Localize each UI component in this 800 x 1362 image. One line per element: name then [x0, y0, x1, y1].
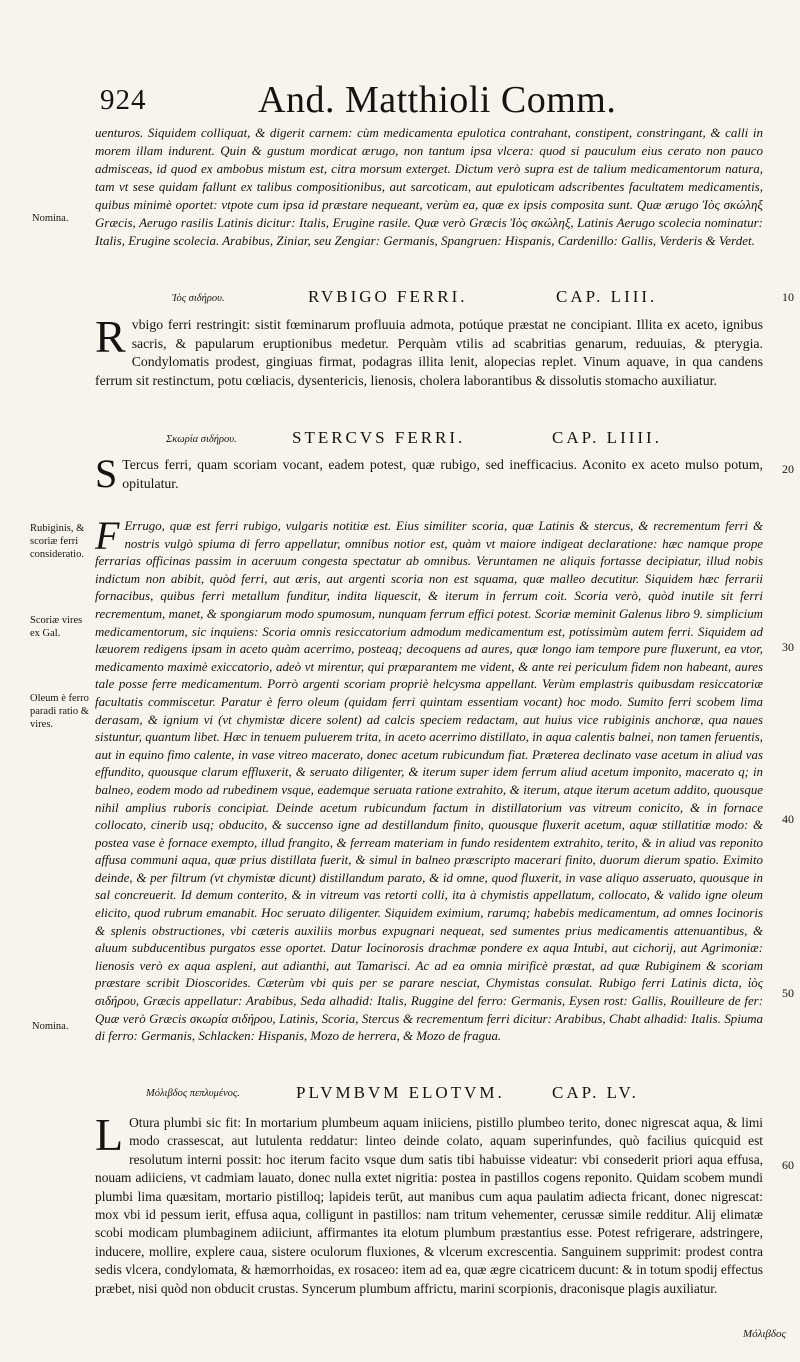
line-number: 50: [782, 986, 794, 1000]
catchword: Μόλιβδος: [742, 1328, 786, 1340]
drop-capital: F: [95, 518, 120, 558]
running-head: And. Matthioli Comm.: [258, 79, 617, 121]
margin-note-nomina: Nomina.: [32, 213, 69, 224]
section-body: [95, 316, 763, 412]
section-greek-heading: Ἰὸς σιδήρου.: [172, 293, 225, 304]
margin-note-oleum: Oleum è ferro paradi ratio & vires.: [30, 693, 89, 730]
margin-note-rubiginis: Rubiginis, & scoriæ ferri consideratio.: [30, 523, 85, 560]
drop-capital: S: [95, 456, 118, 496]
section-paragraph: Otura plumbi sic fit: In mortarium plumbeum aquam iniiciens, pistillo plumbeo terito, donec nigrescat aqua, & limi modo crassescat, aut lutulenta reddatur: linteo deinde colato, aquam superinfundes, quò facilius quicquid est resolutum interni possit: hoc iterum facito vsque dum satis tibi habuisse videatur: vbi consederit priori aqua effusa, nouam adiiciens, vt cadmiam lauato, donec nulla extet nigritia: postea in pastillos cogens reponito. Quidam scobem mundi plumbi lima quæsitam, mortario pistilloq; lapideis terūt, aut manibus cum aqua paulatim adiecta fricant, donec nigrescat: mox vbi id pessum ierit, effusa aqua, colligunt in pastillos: nam tritum vehementer, cerussæ simile redditur. Alij elimatæ scobi modicam plumbaginem adiiciunt, affirmantes ita elotum plumbum præstantius esse. Potest refrigerare, adstringere, inducere, mollire, explere caua, sistere oculorum fluxiones, & vlcerum excrescentia. Sanguinem supprimit: prodest contra sedis vlcera, condylomata, & hæmorrhoidas, ex rosaceo: item ad ea, quæ ægre cicatricem ducunt: & in totum spodij effectus præbet, nisi quòd non obducit crustas. Syncerum plumbum affrictu, marini scorpionis, draconisque plagis auxiliatur.: [95, 1115, 763, 1296]
drop-capital: L: [95, 1114, 124, 1160]
margin-note-scoriae: Scoriæ vires ex Gal.: [30, 615, 83, 639]
line-number: 60: [782, 1158, 794, 1172]
section-chapter: CAP. LIIII.: [552, 428, 662, 447]
section-body: [95, 1114, 763, 1338]
section-paragraph: Tercus ferri, quam scoriam vocant, eadem potest, quæ rubigo, sed inefficacius. Aconito ex aceto mulso potum, opitulatur.: [122, 457, 763, 491]
line-number: 40: [782, 812, 794, 826]
drop-capital: R: [95, 316, 126, 362]
line-number: 20: [782, 462, 794, 476]
top-text-block: [95, 124, 763, 266]
commentary-block: [95, 518, 763, 1090]
section-greek-heading: Σκωρία σιδήρου.: [166, 434, 237, 445]
line-number: 30: [782, 640, 794, 654]
top-paragraph: uenturos. Siquidem colliquat, & digerit carnem: cùm medicamenta epulotica contrahant, constipent, constringant, & calli in morem illam indurent. Quin & gustum mordicat ærugo, non tantum ipsa vlcera: quod si pauculum eius cerato non pauco admisceas, id quod ex ambobus mistum est, citra morsum exterget. Dictum verò supra est de talium medicamentorum natura, tam vt sese quidam fallunt ex talibus compositionibus, aut sarcoticam, aut epuloticam adscribentes facultatem medicamentis, quibus minimè oportet: vtpote cum ipsa id præstare nequeant, verùm ea, quæ ex ipsis composita sunt. Quæ ærugo Ἰὸς σκώληξ Græcis, Aerugo rasilis Latinis dicitur: Italis, Erugine rasile. Quæ verò Græcis Ἰὸς σκώληξ, Latinis Aerugo scolecia nominatur: Italis, Erugine scolecia. Arabibus, Ziniar, seu Zengiar: Germanis, Spangruen: Hispanis, Cardenillo: Gallis, Verderis & Verdet.: [95, 125, 763, 249]
page-number: 924: [100, 84, 147, 116]
section-body: [95, 456, 763, 504]
commentary-paragraph: Errugo, quæ est ferri rubigo, vulgaris notitiæ est. Eius similiter scoria, quæ Latinis & stercus, & recrementum ferri & nostris vulgò spiuma di ferro appellatur, omnibus notior est, quàm vt maiore indigeat declaratione: hæc namque prope ferrarias officinas passim in aceruum congesta spectatur ab omnibus. Veruntamen ne aliquis fortasse decipiatur, illud nobis indictum non abibit, quòd ferri, aut æris, aut argenti scoria non est squama, quæ malleo decutitur. Siquidem hæc ferrarii fornacibus, quibus ferri metallum funditur, indita liquescit, & iterum in ferrum coit. Scoria verò, quòd inutile sit ferri recrementum, manet, & spongiarum modo spumosum, nunquam ferrum effici potest. Scoriæ meminit Galenus libro 9. simplicium medicamentorum, sic inquiens: Scoria omnis resiccatorium admodum medicamentum est, potissimùm autem ferri. Siquidem ad læuorem redigens ipsam in aceto quàm acerrimo, posteaq; decoquens ad aures, quæ longo iam tempore pure fluxerunt, ea vtor, medicamento maximè exiccatorio, adeò vt mirentur, qui præparantem me vident, & ante rei periculum fidem non habeant, aures tale posse ferre medicamentum. Porrò argenti scoriam propriè helcysma appellant. Verùm emplastris quibusdam resiccatoriæ facultatis commiscetur. Paratur è ferro oleum (quidam ferri quintam essentiam vocant) hoc modo. Sumito ferri scobem lima derasam, & ignium vi (vt chymistæ dicere solent) ad calcis speciem redactam, aut huius vice rubiginis anchoræ, qua naues sistuntur, quantum libet. Hæc in tenuem puluerem trita, in aceto acerrimo distillato, in aqua calentis balnei, non tamen feruentis, aut in equino fimo calente, in vase vitreo macerato, donec acetum rubicundum fiat. Præterea declinato vase acetum in aliud vas effundito, quousque clarum effluxerit, & seruato diligenter, & iterum super idem ferrum aliud acetum imponito, macerato q; in balneo, eodem modo ad rubedinem vsque, eademque seruata ratione extrahito, & iterum, atque iterum acetum addito, quousque nihil amplius ruboris concipiat. Deinde acetum rubicundum factum in distillatorium vas vitreum conicito, & in fornace collocato, cinerib usq; obducito, & succenso igne ad destillandum finito, quousque fluxerit acetum, aquæ stillatitiæ modo: & postea vase è fornace exempto, illud frangito, & ferream materiam in fundo residentem extrahito, terito, & in aliud vas reponito affusa communi aqua, quæ prius distillata fuerit, & simul in balneo præscripto macerari finito, duorum dierum spatio. Eximito deinde, & per filtrum (vt chymistæ dicunt) distillandum parato, & id omne, quod fluxerit, in vase aliquo asseruato, quousque in sal concreuerit. Id demum conterito, & in vitreum vas retorti colli, ita à chymistis appellatum, collocato, & valido igne oleum elicito, quod rubrum emanabit. Hoc seruato diligenter. Siquidem eximium, rarumq; habebis medicamentum, ad omnes Iocinoris & splenis obstructiones, vbi cæteris auxiliis morbus expugnari nequeat, sed sumentes prius medicamentis attenuantibus, & aluum subducentibus purgatos esse oportet. Datur Iocinorosis drachmæ pondere ex aqua Intubi, aut cichorij, aut Agrimoniæ: lienosis verò ex aqua aspleni, aut adianthi, aut Tamarisci. Ac ad ea omnia mirificè præstat, ad quæ Rubiginem & scoriam præstare scribit Dioscorides. Cæterùm vbi quis per se parare nesciat, Chymistas consulat. Rubigo ferri Latinis dicta, ἰὸς σιδήρου, Græcis appellatur: Arabibus, Seda alhadid: Italis, Ruggine del ferro: Germanis, Eysen rost: Gallis, Rouilleure de fer: Quæ verò Græcis σκωρία σιδήρου, Latinis, Scoria, Stercus & recrementum ferri dicitur: Arabibus, Chabt alhadid: Italis. Spiuma di ferro: Germanis, Schlacken: Hispanis, Mozo de herrera, & Mozo de fragua.: [95, 519, 763, 1044]
section-greek-heading: Μόλιβδος πεπλυμένος.: [146, 1088, 240, 1099]
line-number: 10: [782, 290, 794, 304]
section-chapter: CAP. LV.: [552, 1083, 639, 1102]
section-title: RVBIGO FERRI.: [308, 287, 468, 306]
section-title: STERCVS FERRI.: [292, 428, 466, 447]
section-title: PLVMBVM ELOTVM.: [296, 1083, 505, 1102]
section-chapter: CAP. LIII.: [556, 287, 658, 306]
margin-note-nomina: Nomina.: [32, 1021, 69, 1032]
section-paragraph: vbigo ferri restringit: sistit fœminarum profluuia admota, potúque præstat ne concipiant. Illita ex aceto, ignibus sacris, & papularum eruptionibus medetur. Perquàm vtilis ad scabritias genarum, reduuias, & pterygia. Condylomatis prodest, gingiuas firmat, podagras illita lenit, alopecias replet. Vinum aquave, in qua candens ferrum sit restinctum, potu cœliacis, dysentericis, lienosis, cholera laborantibus & dissolutis stomacho auxiliatur.: [95, 317, 763, 388]
